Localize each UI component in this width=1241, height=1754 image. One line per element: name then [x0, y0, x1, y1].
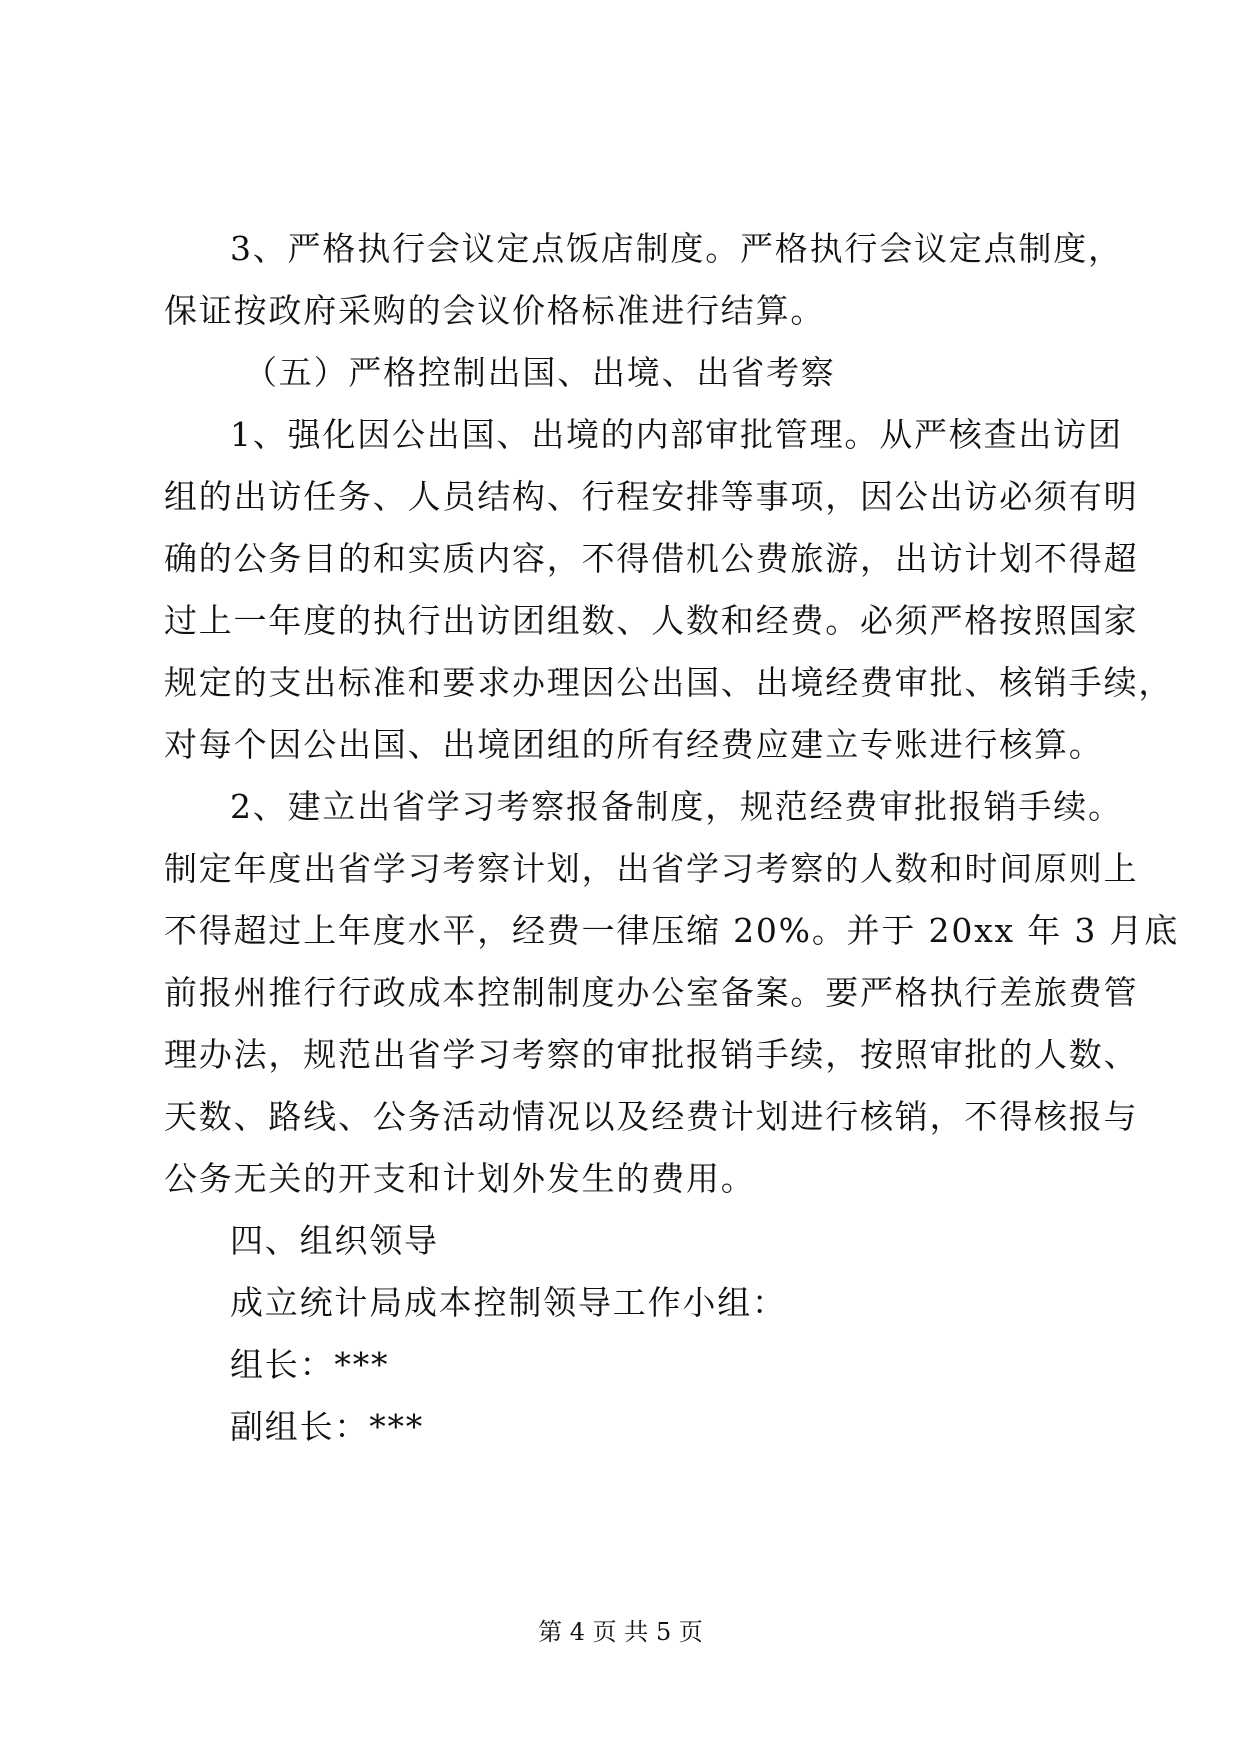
paragraph-line: 对每个因公出国、出境团组的所有经费应建立专账进行核算。: [164, 725, 1104, 764]
section-heading: （五）严格控制出国、出境、出省考察: [244, 353, 836, 392]
page-number-footer: 第 4 页 共 5 页: [538, 1618, 703, 1646]
paragraph-line: 确的公务目的和实质内容，不得借机公费旅游，出访计划不得超: [164, 539, 1139, 578]
paragraph-line: 不得超过上年度水平，经费一律压缩 20%。并于 20xx 年 3 月底: [164, 911, 1180, 950]
paragraph-line: 保证按政府采购的会议价格标准进行结算。: [164, 291, 826, 330]
deputy-leader-line: 副组长：***: [230, 1407, 425, 1446]
paragraph-line: 天数、路线、公务活动情况以及经费计划进行核销，不得核报与: [164, 1097, 1139, 1136]
paragraph-line: 过上一年度的执行出访团组数、人数和经费。必须严格按照国家: [164, 601, 1139, 640]
paragraph-line: 理办法，规范出省学习考察的审批报销手续，按照审批的人数、: [164, 1035, 1139, 1074]
paragraph-line: 3、严格执行会议定点饭店制度。严格执行会议定点制度，: [230, 229, 1123, 268]
paragraph-line: 规定的支出标准和要求办理因公出国、出境经费审批、核销手续，: [164, 663, 1174, 702]
document-body: [164, 218, 1180, 1458]
paragraph-line: 公务无关的开支和计划外发生的费用。: [164, 1159, 756, 1198]
paragraph-line: 2、建立出省学习考察报备制度，规范经费审批报销手续。: [230, 787, 1123, 826]
group-leader-line: 组长：***: [230, 1345, 390, 1384]
paragraph-line: 组的出访任务、人员结构、行程安排等事项，因公出访必须有明: [164, 477, 1139, 516]
section-heading: 四、组织领导: [230, 1221, 439, 1260]
paragraph-line: 1、强化因公出国、出境的内部审批管理。从严核查出访团: [230, 415, 1123, 454]
paragraph-line: 制定年度出省学习考察计划，出省学习考察的人数和时间原则上: [164, 849, 1139, 888]
paragraph-line: 前报州推行行政成本控制制度办公室备案。要严格执行差旅费管: [164, 973, 1139, 1012]
paragraph-line: 成立统计局成本控制领导工作小组：: [230, 1283, 787, 1322]
